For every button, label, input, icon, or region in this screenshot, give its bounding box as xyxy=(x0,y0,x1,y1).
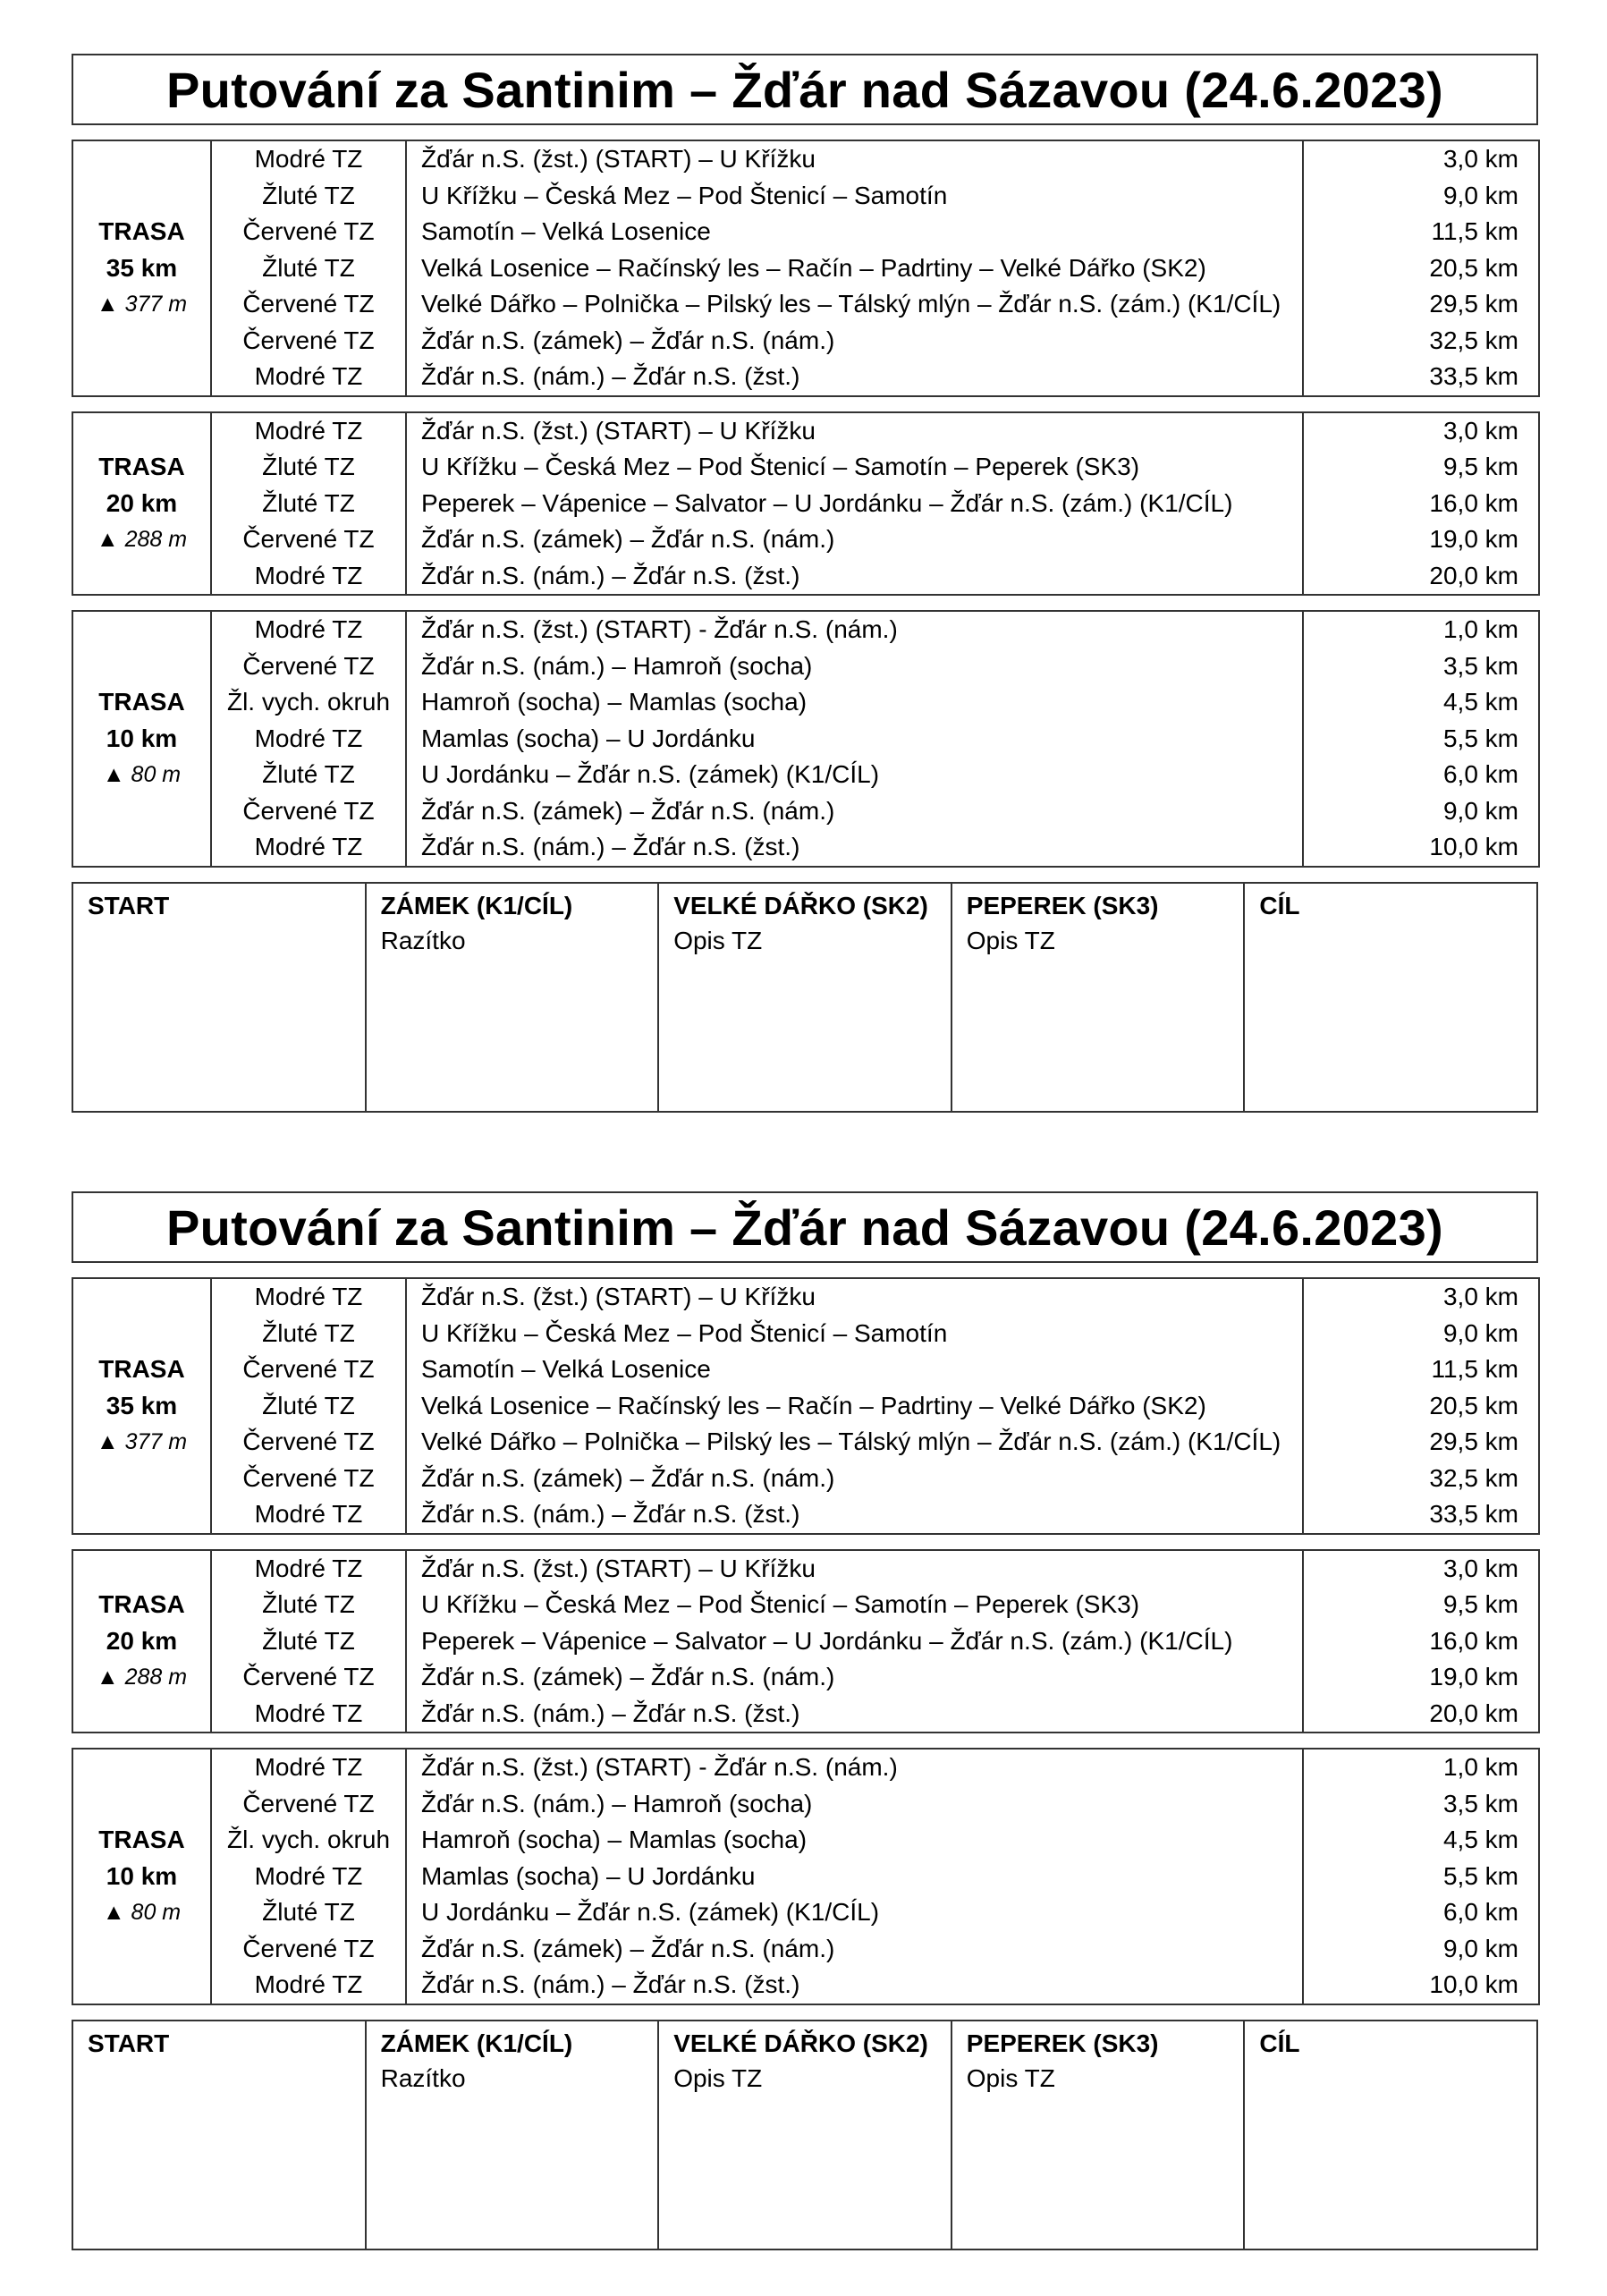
checkpoint-cell xyxy=(1244,2021,1537,2249)
trail-color: Žluté TZ xyxy=(262,1898,355,1927)
table-row xyxy=(72,412,1539,450)
trail-color: Žluté TZ xyxy=(262,253,355,282)
table-row xyxy=(72,140,1539,178)
table-row xyxy=(72,611,1539,648)
segment-distance: 19,0 km xyxy=(1303,1659,1539,1696)
table-row xyxy=(72,1351,1539,1388)
table-row xyxy=(72,1931,1539,1968)
checkpoint-title: ZÁMEK (K1/CÍL) xyxy=(380,891,573,919)
table-row xyxy=(72,250,1539,287)
table-row xyxy=(72,721,1539,758)
segment-description: Žďár n.S. (nám.) – Hamroň (socha) xyxy=(406,1786,1303,1823)
segment-description: Žďár n.S. (zámek) – Žďár n.S. (nám.) xyxy=(406,1461,1303,1497)
checkpoint-note: Razítko xyxy=(380,2063,466,2092)
segment-description: Žďár n.S. (žst.) (START) – U Křížku xyxy=(406,140,1303,178)
table-row xyxy=(72,1424,1539,1461)
trail-color: Modré TZ xyxy=(254,724,363,752)
route-elevation: ▲ 377 m xyxy=(96,292,188,318)
trail-color: Žl. vych. okruh xyxy=(226,1826,391,1854)
route-table xyxy=(72,1277,1540,1535)
table-row xyxy=(72,648,1539,685)
trail-color: Modré TZ xyxy=(211,412,406,450)
segment-description: U Křížku – Česká Mez – Pod Štenicí – Samotín xyxy=(406,1316,1303,1352)
trail-color: Červené TZ xyxy=(242,1355,375,1384)
segment-distance: 11,5 km xyxy=(1303,214,1539,250)
trail-color: Žluté TZ xyxy=(262,453,355,481)
table-row xyxy=(72,178,1539,215)
route-length: 20 km xyxy=(106,489,178,518)
table-row xyxy=(72,883,1537,1112)
table-row xyxy=(72,1659,1539,1696)
table-row xyxy=(72,793,1539,830)
segment-description: Samotín – Velká Losenice xyxy=(406,1351,1303,1388)
table-row xyxy=(72,286,1539,323)
checkpoint-title: VELKÉ DÁŘKO (SK2) xyxy=(673,891,928,919)
card-title: Putování za Santinim – Žďár nad Sázavou (24.6.2023) xyxy=(72,54,1538,125)
route-length: 10 km xyxy=(106,1862,178,1891)
segment-distance: 33,5 km xyxy=(1303,1496,1539,1534)
trail-color: Žluté TZ xyxy=(262,1626,355,1655)
segment-description: Žďár n.S. (nám.) – Žďár n.S. (žst.) xyxy=(406,1967,1303,2004)
segment-distance: 32,5 km xyxy=(1303,323,1539,360)
segment-distance: 3,5 km xyxy=(1303,648,1539,685)
route-elevation: ▲ 80 m xyxy=(102,762,182,788)
segment-description: Žďár n.S. (zámek) – Žďár n.S. (nám.) xyxy=(406,1659,1303,1696)
segment-distance: 4,5 km xyxy=(1303,1822,1539,1859)
route-table xyxy=(72,610,1540,868)
table-row xyxy=(72,359,1539,396)
trail-color: Žluté TZ xyxy=(262,1590,355,1619)
table-row xyxy=(72,1496,1539,1534)
segment-description: Hamroň (socha) – Mamlas (socha) xyxy=(406,1822,1303,1859)
checkpoint-cell xyxy=(952,2021,1245,2249)
route-length: 35 km xyxy=(106,1392,178,1420)
trail-color: Modré TZ xyxy=(211,1278,406,1316)
segment-description: Žďár n.S. (žst.) (START) - Žďár n.S. (nám.) xyxy=(406,1749,1303,1786)
segment-distance: 10,0 km xyxy=(1303,829,1539,867)
table-row xyxy=(72,829,1539,867)
segment-distance: 6,0 km xyxy=(1303,757,1539,793)
route-name: TRASA xyxy=(98,453,185,481)
checkpoint-title: CÍL xyxy=(1259,891,1300,919)
segment-distance: 9,0 km xyxy=(1303,178,1539,215)
table-row xyxy=(72,1786,1539,1823)
segment-distance: 16,0 km xyxy=(1303,1623,1539,1660)
segment-description: Velká Losenice – Račínský les – Račín – Padrtiny – Velké Dářko (SK2) xyxy=(406,250,1303,287)
segment-distance: 3,0 km xyxy=(1303,140,1539,178)
segment-description: U Křížku – Česká Mez – Pod Štenicí – Samotín xyxy=(406,178,1303,215)
checkpoint-cell xyxy=(1244,883,1537,1112)
segment-distance: 20,0 km xyxy=(1303,1696,1539,1733)
route-elevation: ▲ 377 m xyxy=(96,1429,188,1455)
checkpoint-title: START xyxy=(88,2029,170,2057)
trail-color: Modré TZ xyxy=(211,1967,406,2004)
route-elevation: ▲ 288 m xyxy=(96,1665,188,1690)
trail-color: Žl. vych. okruh xyxy=(226,688,391,716)
route-length: 35 km xyxy=(106,254,178,283)
segment-distance: 20,0 km xyxy=(1303,558,1539,596)
trail-color: Modré TZ xyxy=(211,140,406,178)
table-row xyxy=(72,1749,1539,1786)
segment-description: Velké Dářko – Polnička – Pilský les – Tálský mlýn – Žďár n.S. (zám.) (K1/CÍL) xyxy=(406,1424,1303,1461)
segment-distance: 20,5 km xyxy=(1303,1388,1539,1425)
table-row xyxy=(72,1461,1539,1497)
trail-color: Červené TZ xyxy=(242,651,375,680)
checkpoint-cell xyxy=(658,883,952,1112)
table-row xyxy=(72,1316,1539,1352)
trail-color: Modré TZ xyxy=(211,558,406,596)
segment-description: Žďár n.S. (zámek) – Žďár n.S. (nám.) xyxy=(406,323,1303,360)
segment-description: Žďár n.S. (nám.) – Žďár n.S. (žst.) xyxy=(406,1696,1303,1733)
segment-distance: 19,0 km xyxy=(1303,521,1539,558)
segment-description: Mamlas (socha) – U Jordánku xyxy=(406,721,1303,758)
segment-description: U Jordánku – Žďár n.S. (zámek) (K1/CÍL) xyxy=(406,1894,1303,1931)
segment-distance: 1,0 km xyxy=(1303,1749,1539,1786)
segment-description: U Křížku – Česká Mez – Pod Štenicí – Samotín – Peperek (SK3) xyxy=(406,449,1303,486)
checkpoint-cell xyxy=(366,2021,659,2249)
segment-description: Mamlas (socha) – U Jordánku xyxy=(406,1859,1303,1895)
trail-color: Žluté TZ xyxy=(262,760,355,789)
segment-distance: 6,0 km xyxy=(1303,1894,1539,1931)
trail-color: Červené TZ xyxy=(242,1463,375,1492)
checkpoint-title: PEPEREK (SK3) xyxy=(966,891,1159,919)
checkpoint-note: Opis TZ xyxy=(966,2063,1055,2092)
checkpoint-table xyxy=(72,882,1538,1113)
table-row xyxy=(72,1623,1539,1660)
segment-distance: 9,5 km xyxy=(1303,1587,1539,1623)
checkpoint-cell xyxy=(658,2021,952,2249)
trail-color: Žluté TZ xyxy=(262,181,355,209)
segment-description: U Jordánku – Žďár n.S. (zámek) (K1/CÍL) xyxy=(406,757,1303,793)
table-row xyxy=(72,1696,1539,1733)
route-table xyxy=(72,1748,1540,2005)
trail-color: Modré TZ xyxy=(211,1496,406,1534)
segment-distance: 3,5 km xyxy=(1303,1786,1539,1823)
checkpoint-title: VELKÉ DÁŘKO (SK2) xyxy=(673,2029,928,2057)
segment-description: Žďár n.S. (zámek) – Žďár n.S. (nám.) xyxy=(406,521,1303,558)
segment-description: Žďár n.S. (nám.) – Žďár n.S. (žst.) xyxy=(406,1496,1303,1534)
trail-color: Žluté TZ xyxy=(262,488,355,517)
table-row xyxy=(72,449,1539,486)
trail-color: Žluté TZ xyxy=(262,1391,355,1419)
table-row xyxy=(72,1894,1539,1931)
checkpoint-title: START xyxy=(88,891,170,919)
table-row xyxy=(72,757,1539,793)
checkpoint-note: Opis TZ xyxy=(673,2063,763,2092)
segment-distance: 33,5 km xyxy=(1303,359,1539,396)
segment-distance: 16,0 km xyxy=(1303,486,1539,522)
trail-color: Červené TZ xyxy=(242,1428,375,1456)
checkpoint-table xyxy=(72,2020,1538,2250)
segment-description: Samotín – Velká Losenice xyxy=(406,214,1303,250)
trail-color: Žluté TZ xyxy=(262,1318,355,1347)
table-row xyxy=(72,1278,1539,1316)
route-name: TRASA xyxy=(98,217,185,246)
trail-color: Modré TZ xyxy=(211,1749,406,1786)
segment-description: Žďár n.S. (žst.) (START) – U Křížku xyxy=(406,1550,1303,1588)
segment-description: Velké Dářko – Polnička – Pilský les – Tálský mlýn – Žďár n.S. (zám.) (K1/CÍL) xyxy=(406,286,1303,323)
trail-color: Modré TZ xyxy=(211,1696,406,1733)
segment-distance: 3,0 km xyxy=(1303,1550,1539,1588)
segment-description: Velká Losenice – Račínský les – Račín – Padrtiny – Velké Dářko (SK2) xyxy=(406,1388,1303,1425)
table-row xyxy=(72,1859,1539,1895)
route-label xyxy=(72,412,211,596)
segment-distance: 1,0 km xyxy=(1303,611,1539,648)
table-row xyxy=(72,1587,1539,1623)
checkpoint-note: Opis TZ xyxy=(673,926,763,954)
segment-description: Peperek – Vápenice – Salvator – U Jordánku – Žďár n.S. (zám.) (K1/CÍL) xyxy=(406,1623,1303,1660)
route-table xyxy=(72,140,1540,397)
segment-description: Žďár n.S. (zámek) – Žďár n.S. (nám.) xyxy=(406,793,1303,830)
checkpoint-note: Razítko xyxy=(380,926,466,954)
trail-color: Červené TZ xyxy=(242,1789,375,1817)
segment-distance: 5,5 km xyxy=(1303,721,1539,758)
route-elevation: ▲ 288 m xyxy=(96,527,188,553)
table-row xyxy=(72,1550,1539,1588)
table-row xyxy=(72,1388,1539,1425)
table-row xyxy=(72,2021,1537,2249)
segment-description: Žďár n.S. (zámek) – Žďár n.S. (nám.) xyxy=(406,1931,1303,1968)
checkpoint-title: ZÁMEK (K1/CÍL) xyxy=(380,2029,573,2057)
trail-color: Červené TZ xyxy=(242,796,375,825)
table-row xyxy=(72,486,1539,522)
segment-description: Žďár n.S. (nám.) – Žďár n.S. (žst.) xyxy=(406,359,1303,396)
route-label xyxy=(72,1550,211,1733)
trail-color: Modré TZ xyxy=(211,359,406,396)
trail-color: Modré TZ xyxy=(254,1861,363,1890)
checkpoint-title: CÍL xyxy=(1259,2029,1300,2057)
segment-distance: 29,5 km xyxy=(1303,1424,1539,1461)
table-row xyxy=(72,1967,1539,2004)
trail-color: Červené TZ xyxy=(242,290,375,318)
trail-color: Modré TZ xyxy=(211,1550,406,1588)
table-row xyxy=(72,214,1539,250)
route-table xyxy=(72,1549,1540,1734)
trail-color: Modré TZ xyxy=(211,611,406,648)
route-length: 20 km xyxy=(106,1627,178,1656)
segment-distance: 11,5 km xyxy=(1303,1351,1539,1388)
checkpoint-cell xyxy=(952,883,1245,1112)
segment-distance: 10,0 km xyxy=(1303,1967,1539,2004)
route-name: TRASA xyxy=(98,1826,185,1854)
checkpoint-cell xyxy=(366,883,659,1112)
route-name: TRASA xyxy=(98,688,185,716)
segment-distance: 9,0 km xyxy=(1303,793,1539,830)
trail-color: Červené TZ xyxy=(242,326,375,354)
checkpoint-cell xyxy=(72,2021,366,2249)
segment-description: Žďár n.S. (žst.) (START) – U Křížku xyxy=(406,412,1303,450)
segment-distance: 3,0 km xyxy=(1303,1278,1539,1316)
table-row xyxy=(72,684,1539,721)
table-row xyxy=(72,558,1539,596)
route-label xyxy=(72,611,211,867)
checkpoint-cell xyxy=(72,883,366,1112)
route-table xyxy=(72,411,1540,597)
segment-description: Žďár n.S. (nám.) – Hamroň (socha) xyxy=(406,648,1303,685)
table-row xyxy=(72,1822,1539,1859)
route-length: 10 km xyxy=(106,724,178,753)
trail-color: Červené TZ xyxy=(242,217,375,246)
checkpoint-title: PEPEREK (SK3) xyxy=(966,2029,1159,2057)
segment-description: U Křížku – Česká Mez – Pod Štenicí – Samotín – Peperek (SK3) xyxy=(406,1587,1303,1623)
segment-distance: 9,0 km xyxy=(1303,1931,1539,1968)
segment-distance: 9,0 km xyxy=(1303,1316,1539,1352)
route-card xyxy=(72,1191,1538,2250)
route-name: TRASA xyxy=(98,1355,185,1384)
trail-color: Červené TZ xyxy=(242,1934,375,1962)
trail-color: Červené TZ xyxy=(242,525,375,554)
route-label xyxy=(72,1749,211,2004)
route-name: TRASA xyxy=(98,1590,185,1619)
trail-color: Červené TZ xyxy=(242,1663,375,1691)
route-elevation: ▲ 80 m xyxy=(102,1900,182,1926)
segment-distance: 29,5 km xyxy=(1303,286,1539,323)
segment-description: Peperek – Vápenice – Salvator – U Jordánku – Žďár n.S. (zám.) (K1/CÍL) xyxy=(406,486,1303,522)
segment-description: Žďár n.S. (nám.) – Žďár n.S. (žst.) xyxy=(406,558,1303,596)
checkpoint-note: Opis TZ xyxy=(966,926,1055,954)
segment-distance: 3,0 km xyxy=(1303,412,1539,450)
segment-description: Hamroň (socha) – Mamlas (socha) xyxy=(406,684,1303,721)
route-label xyxy=(72,140,211,396)
segment-distance: 20,5 km xyxy=(1303,250,1539,287)
segment-description: Žďár n.S. (žst.) (START) - Žďár n.S. (nám.) xyxy=(406,611,1303,648)
table-row xyxy=(72,323,1539,360)
table-row xyxy=(72,521,1539,558)
route-label xyxy=(72,1278,211,1534)
segment-description: Žďár n.S. (žst.) (START) – U Křížku xyxy=(406,1278,1303,1316)
trail-color: Modré TZ xyxy=(211,829,406,867)
segment-description: Žďár n.S. (nám.) – Žďár n.S. (žst.) xyxy=(406,829,1303,867)
route-card xyxy=(72,54,1538,1113)
card-title: Putování za Santinim – Žďár nad Sázavou (24.6.2023) xyxy=(72,1191,1538,1263)
segment-distance: 5,5 km xyxy=(1303,1859,1539,1895)
segment-distance: 9,5 km xyxy=(1303,449,1539,486)
segment-distance: 4,5 km xyxy=(1303,684,1539,721)
segment-distance: 32,5 km xyxy=(1303,1461,1539,1497)
